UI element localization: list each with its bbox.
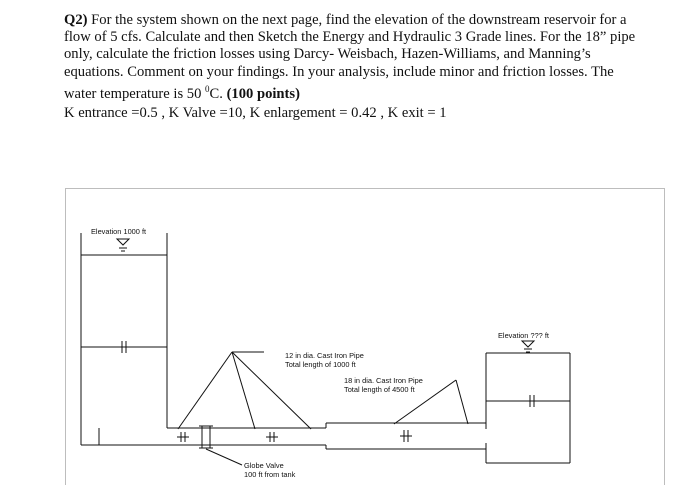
valve-type: Globe Valve xyxy=(244,461,284,470)
valve-distance: 100 ft from tank xyxy=(244,469,296,479)
pipe-system-diagram xyxy=(66,189,666,486)
pipe18-label xyxy=(344,377,423,394)
upstream-level-triangle xyxy=(117,239,129,245)
downstream-level-triangle xyxy=(522,341,534,347)
question-number: Q2) xyxy=(64,12,88,28)
pipe18-diameter: 18 in dia. Cast Iron Pipe xyxy=(344,376,423,385)
valve-label xyxy=(244,462,295,479)
pipe-system-figure xyxy=(65,188,665,485)
upstream-elevation-label: Elevation 1000 ft xyxy=(91,227,147,236)
degree-mark: 0 xyxy=(205,83,210,94)
pipe12-diameter: 12 in dia. Cast Iron Pipe xyxy=(285,351,364,360)
temp-unit: C. xyxy=(209,85,223,102)
question-paragraph xyxy=(64,12,644,103)
pipe12-length: Total length of 1000 ft xyxy=(285,359,356,369)
valve-leader xyxy=(206,449,242,465)
question-points: (100 points) xyxy=(226,85,300,102)
pipe18-length: Total length of 4500 ft xyxy=(344,384,415,394)
downstream-elevation-label: Elevation ??? ft xyxy=(498,331,549,340)
pipe18-leader xyxy=(456,380,468,424)
pipe12-leader xyxy=(178,352,232,429)
k-values-line: K entrance =0.5 , K Valve =10, K enlargement = 0.42 , K exit = 1 xyxy=(64,104,447,121)
question-text xyxy=(64,12,644,122)
pipe12-label xyxy=(285,352,364,369)
question-body: For the system shown on the next page, find the elevation of the downstream reservoir for a flow of 5 cfs. Calculate and then Sketch the Energy and Hydraulic 3 Grade lines. For the 18” pipe only, calculate the friction losses using Darcy- Weisbach, Hazen-Williams, and Manning’s equations. Comment on your findings. In your analysis, include minor and friction losses. The water temperature is 50 xyxy=(64,12,636,102)
